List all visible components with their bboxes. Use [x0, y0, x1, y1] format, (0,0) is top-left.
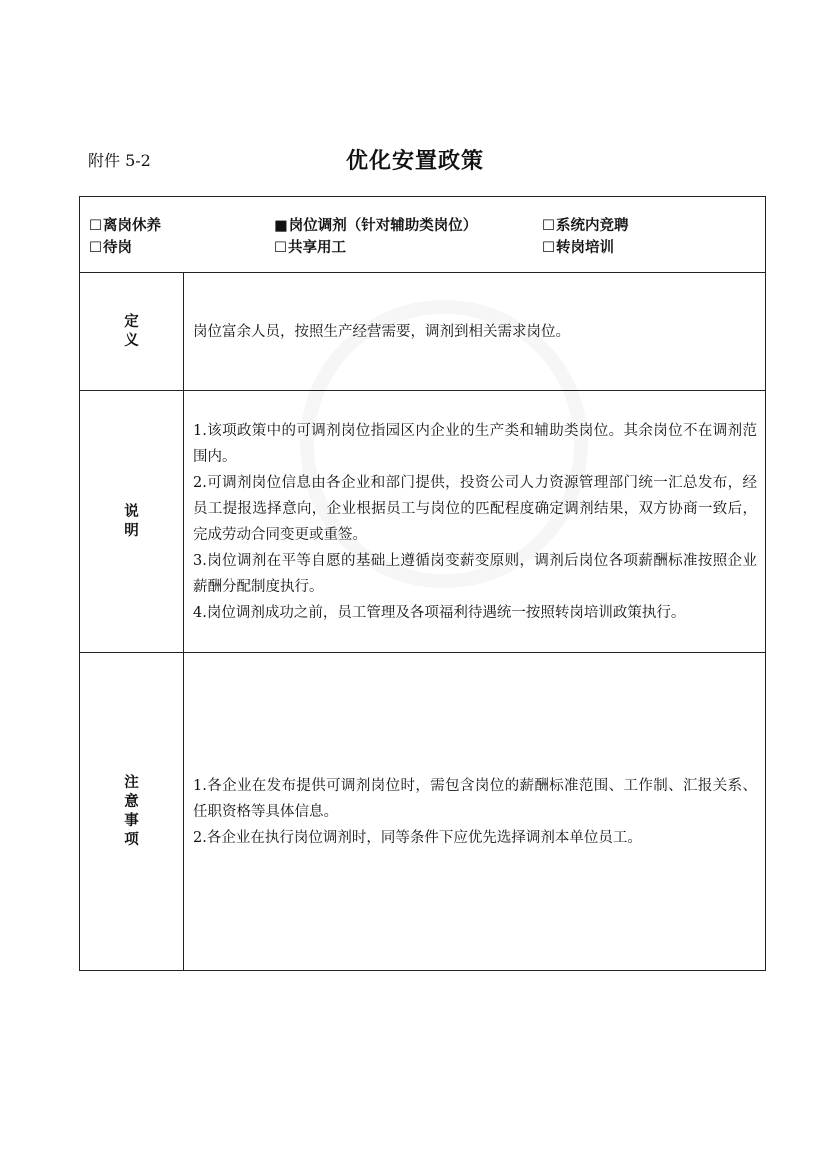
- checkbox-icon[interactable]: ☐: [542, 218, 555, 234]
- definition-content: [184, 273, 765, 390]
- option-label: 转岗培训: [556, 240, 614, 256]
- option-internal-competition[interactable]: [542, 214, 629, 235]
- label-char: 义: [124, 332, 139, 349]
- notes-content: [184, 653, 765, 971]
- checkbox-icon[interactable]: ☐: [89, 218, 102, 234]
- checkbox-checked-icon[interactable]: ■: [274, 218, 288, 234]
- option-label: 系统内竞聘: [556, 218, 629, 234]
- option-label: 离岗休养: [103, 218, 161, 234]
- definition-text: 岗位富余人员，按照生产经营需要，调剂到相关需求岗位。: [193, 323, 570, 340]
- option-label: 岗位调剂（针对辅助类岗位）: [288, 218, 478, 234]
- option-checklist: [80, 197, 765, 273]
- label-char: 注: [124, 775, 139, 791]
- label-char: 意: [124, 794, 139, 810]
- checkbox-icon[interactable]: ☐: [274, 240, 287, 256]
- explanation-label: [80, 391, 184, 652]
- checkbox-icon[interactable]: ☐: [542, 240, 555, 256]
- label-char: 定: [124, 313, 139, 330]
- label-char: 明: [124, 522, 139, 539]
- definition-row: [80, 273, 765, 391]
- attachment-number: 附件 5-2: [88, 151, 151, 170]
- policy-table: [79, 196, 766, 971]
- label-char: 事: [124, 813, 139, 829]
- option-awaiting-post[interactable]: [89, 236, 132, 257]
- explanation-item-1: 1.该项政策中的可调剂岗位指园区内企业的生产类和辅助类岗位。其余岗位不在调剂范围内。: [193, 422, 757, 465]
- explanation-item-4: 4.岗位调剂成功之前，员工管理及各项福利待遇统一按照转岗培训政策执行。: [193, 604, 686, 621]
- explanation-item-2: 2.可调剂岗位信息由各企业和部门提供，投资公司人力资源管理部门统一汇总发布，经员工提报选择意向，企业根据员工与岗位的匹配程度确定调剂结果，双方协商一致后，完成劳动合同变更或重签。: [193, 474, 757, 543]
- notes-row: [80, 653, 765, 971]
- notes-item-2: 2.各企业在执行岗位调剂时，同等条件下应优先选择调剂本单位员工。: [193, 830, 642, 846]
- label-char: 说: [124, 503, 139, 520]
- option-label: 共享用工: [288, 240, 346, 256]
- notes-item-1: 1.各企业在发布提供可调剂岗位时，需包含岗位的薪酬标准范围、工作制、汇报关系、任职资格等具体信息。: [193, 778, 757, 820]
- option-label: 待岗: [103, 240, 132, 256]
- option-shared-employment[interactable]: [274, 236, 346, 257]
- explanation-content: [184, 391, 765, 652]
- option-leave-rest[interactable]: [89, 214, 161, 235]
- option-transfer-training[interactable]: [542, 236, 614, 257]
- page-title: 优化安置政策: [345, 149, 484, 174]
- label-char: 项: [124, 832, 139, 848]
- explanation-item-3: 3.岗位调剂在平等自愿的基础上遵循岗变薪变原则，调剂后岗位各项薪酬标准按照企业薪酬分配制度执行。: [193, 552, 757, 595]
- definition-label: [80, 273, 184, 390]
- checkbox-icon[interactable]: ☐: [89, 240, 102, 256]
- option-position-adjustment[interactable]: [274, 214, 477, 235]
- explanation-row: [80, 391, 765, 653]
- notes-label: [80, 653, 184, 971]
